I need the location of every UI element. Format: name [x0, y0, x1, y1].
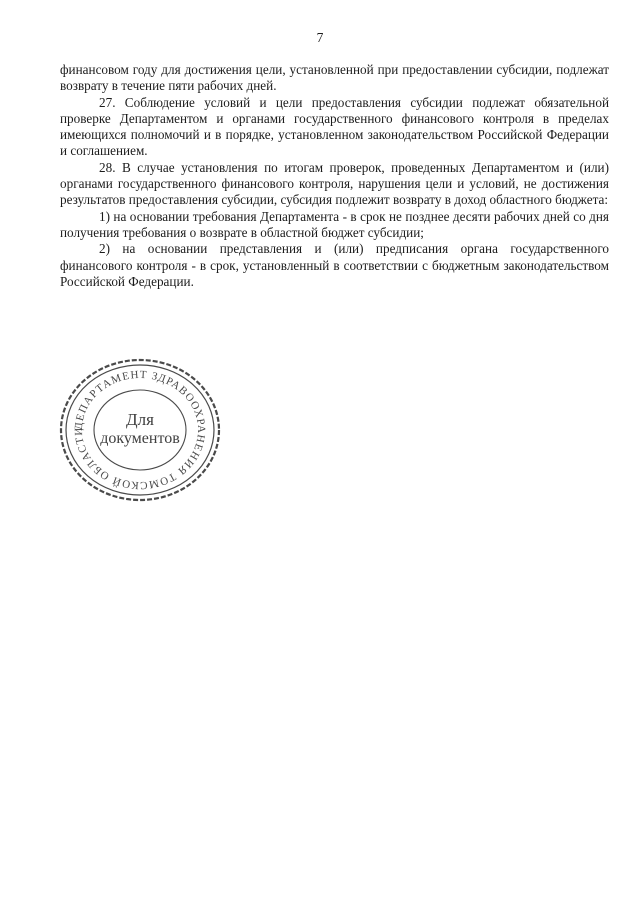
paragraph-continuation: финансовом году для достижения цели, установленной при предоставлении субсидии, подлежат возврату в течение пяти рабочих дней. [60, 62, 609, 94]
official-stamp [55, 355, 225, 505]
paragraph-27: 27. Соблюдение условий и цели предоставления субсидии подлежат обязательной проверке Департаментом и органами государственного финансового контроля в пределах имеющихся полномочий и в порядке, установленном законодательством Российской Федерации и соглашением. [60, 94, 609, 159]
document-body [60, 62, 609, 290]
paragraph-28-item-1: 1) на основании требования Департамента - в срок не позднее десяти рабочих дней со дня получения требования о возврате в областной бюджет субсидии; [60, 208, 609, 240]
stamp-center-line-2: документов [100, 430, 180, 447]
paragraph-28-item-2: 2) на основании представления и (или) предписания органа государственного финансового контроля - в срок, установленный в соответствии с бюджетным законодательством Российской Федерации. [60, 241, 609, 289]
stamp-center-line-1: Для [126, 410, 154, 429]
stamp-ring-text: ДЕПАРТАМЕНТ ЗДРАВООХРАНЕНИЯ ТОМСКОЙ ОБЛАСТИ [72, 368, 208, 492]
paragraph-28: 28. В случае установления по итогам проверок, проведенных Департаментом и (или) органами государственного финансового контроля, нарушения цели и условий, не достижения результатов предоставления субсидии, субсидия подлежит возврату в доход областного бюджета: [60, 159, 609, 208]
page-number: 7 [316, 30, 324, 45]
stamp-seal-icon [55, 355, 225, 505]
